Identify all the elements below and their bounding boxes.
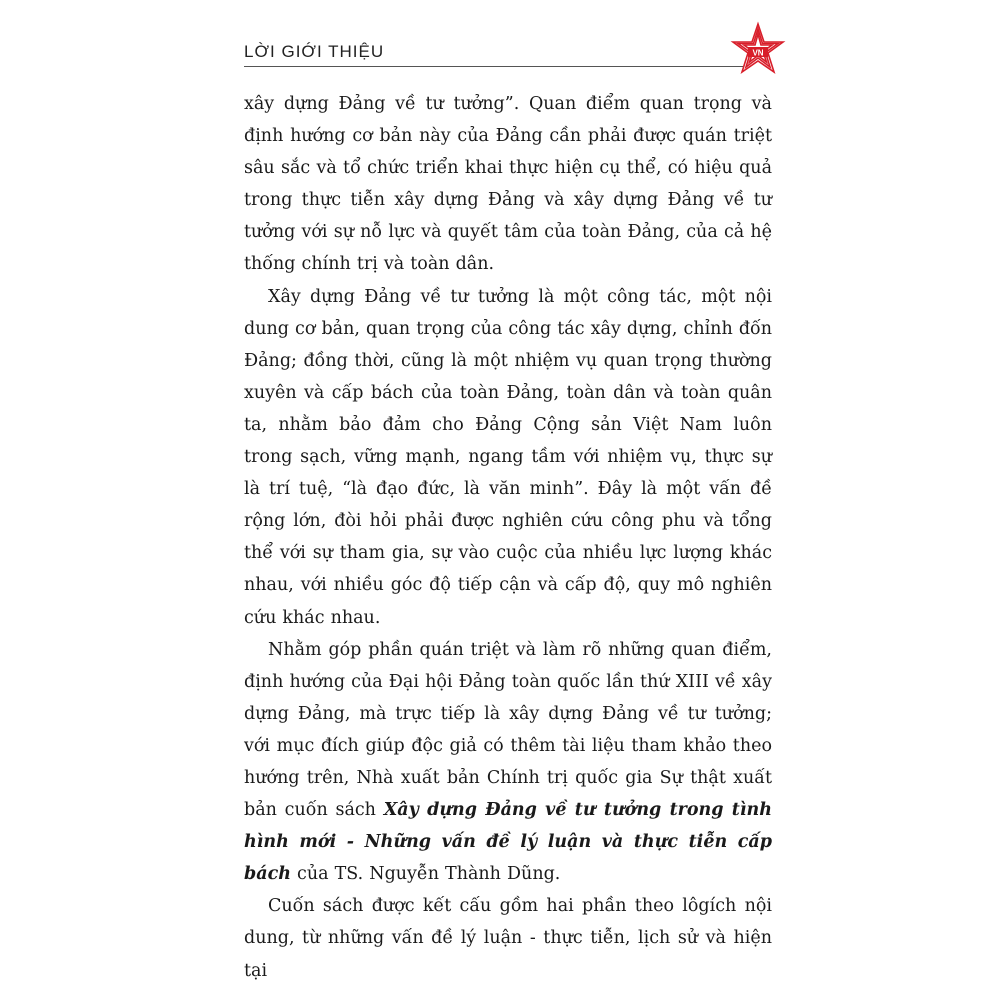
paragraph-1: xây dựng Đảng về tư tưởng”. Quan điểm quan trọng và định hướng cơ bản này của Đảng cần phải được quán triệt sâu sắc và tổ chức triển khai thực hiện cụ thể, có hiệu quả trong thực tiễn xây dựng Đảng và xây dựng Đảng về tư tưởng với sự nỗ lực và quyết tâm của toàn Đảng, của cả hệ thống chính trị và toàn dân.: [244, 94, 772, 275]
chapter-title: LỜI GIỚI THIỆU: [244, 42, 385, 61]
paragraph-2: Xây dựng Đảng về tư tưởng là một công tác, một nội dung cơ bản, quan trọng của công tác xây dựng, chỉnh đốn Đảng; đồng thời, cũng là một nhiệm vụ quan trọng thường xuyên và cấp bách của toàn Đảng, toàn dân và toàn quân ta, nhằm bảo đảm cho Đảng Cộng sản Việt Nam luôn trong sạch, vững mạnh, ngang tầm với nhiệm vụ, thực sự là trí tuệ, “là đạo đức, là văn minh”. Đây là một vấn đề rộng lớn, đòi hỏi phải được nghiên cứu công phu và tổng thể với sự tham gia, sự vào cuộc của nhiều lực lượng khác nhau, với nhiều góc độ tiếp cận và cấp độ, quy mô nghiên cứu khác nhau.: [244, 286, 772, 628]
paragraph-3-after: của TS. Nguyễn Thành Dũng.: [290, 864, 561, 885]
page-body: [244, 88, 772, 987]
paragraph-3: [244, 634, 772, 891]
running-header: [244, 38, 784, 68]
header-rule: [244, 66, 744, 67]
book-title: Xây dựng Đảng về tư tưởng trong tình hình mới - Những vấn đề lý luận và thực tiễn cấp bách: [244, 800, 772, 885]
logo-text: VN: [752, 48, 764, 58]
publisher-star-logo: [728, 20, 788, 80]
paragraph-4: Cuốn sách được kết cấu gồm hai phần theo lôgích nội dung, từ những vấn đề lý luận - thực tiễn, lịch sử và hiện tại: [244, 896, 772, 981]
paragraph-3-before: Nhằm góp phần quán triệt và làm rõ những quan điểm, định hướng của Đại hội Đảng toàn quốc lần thứ XIII về xây dựng Đảng, mà trực tiếp là xây dựng Đảng về tư tưởng; với mục đích giúp độc giả có thêm tài liệu tham khảo theo hướng trên, Nhà xuất bản Chính trị quốc gia Sự thật xuất bản cuốn sách: [244, 639, 772, 821]
